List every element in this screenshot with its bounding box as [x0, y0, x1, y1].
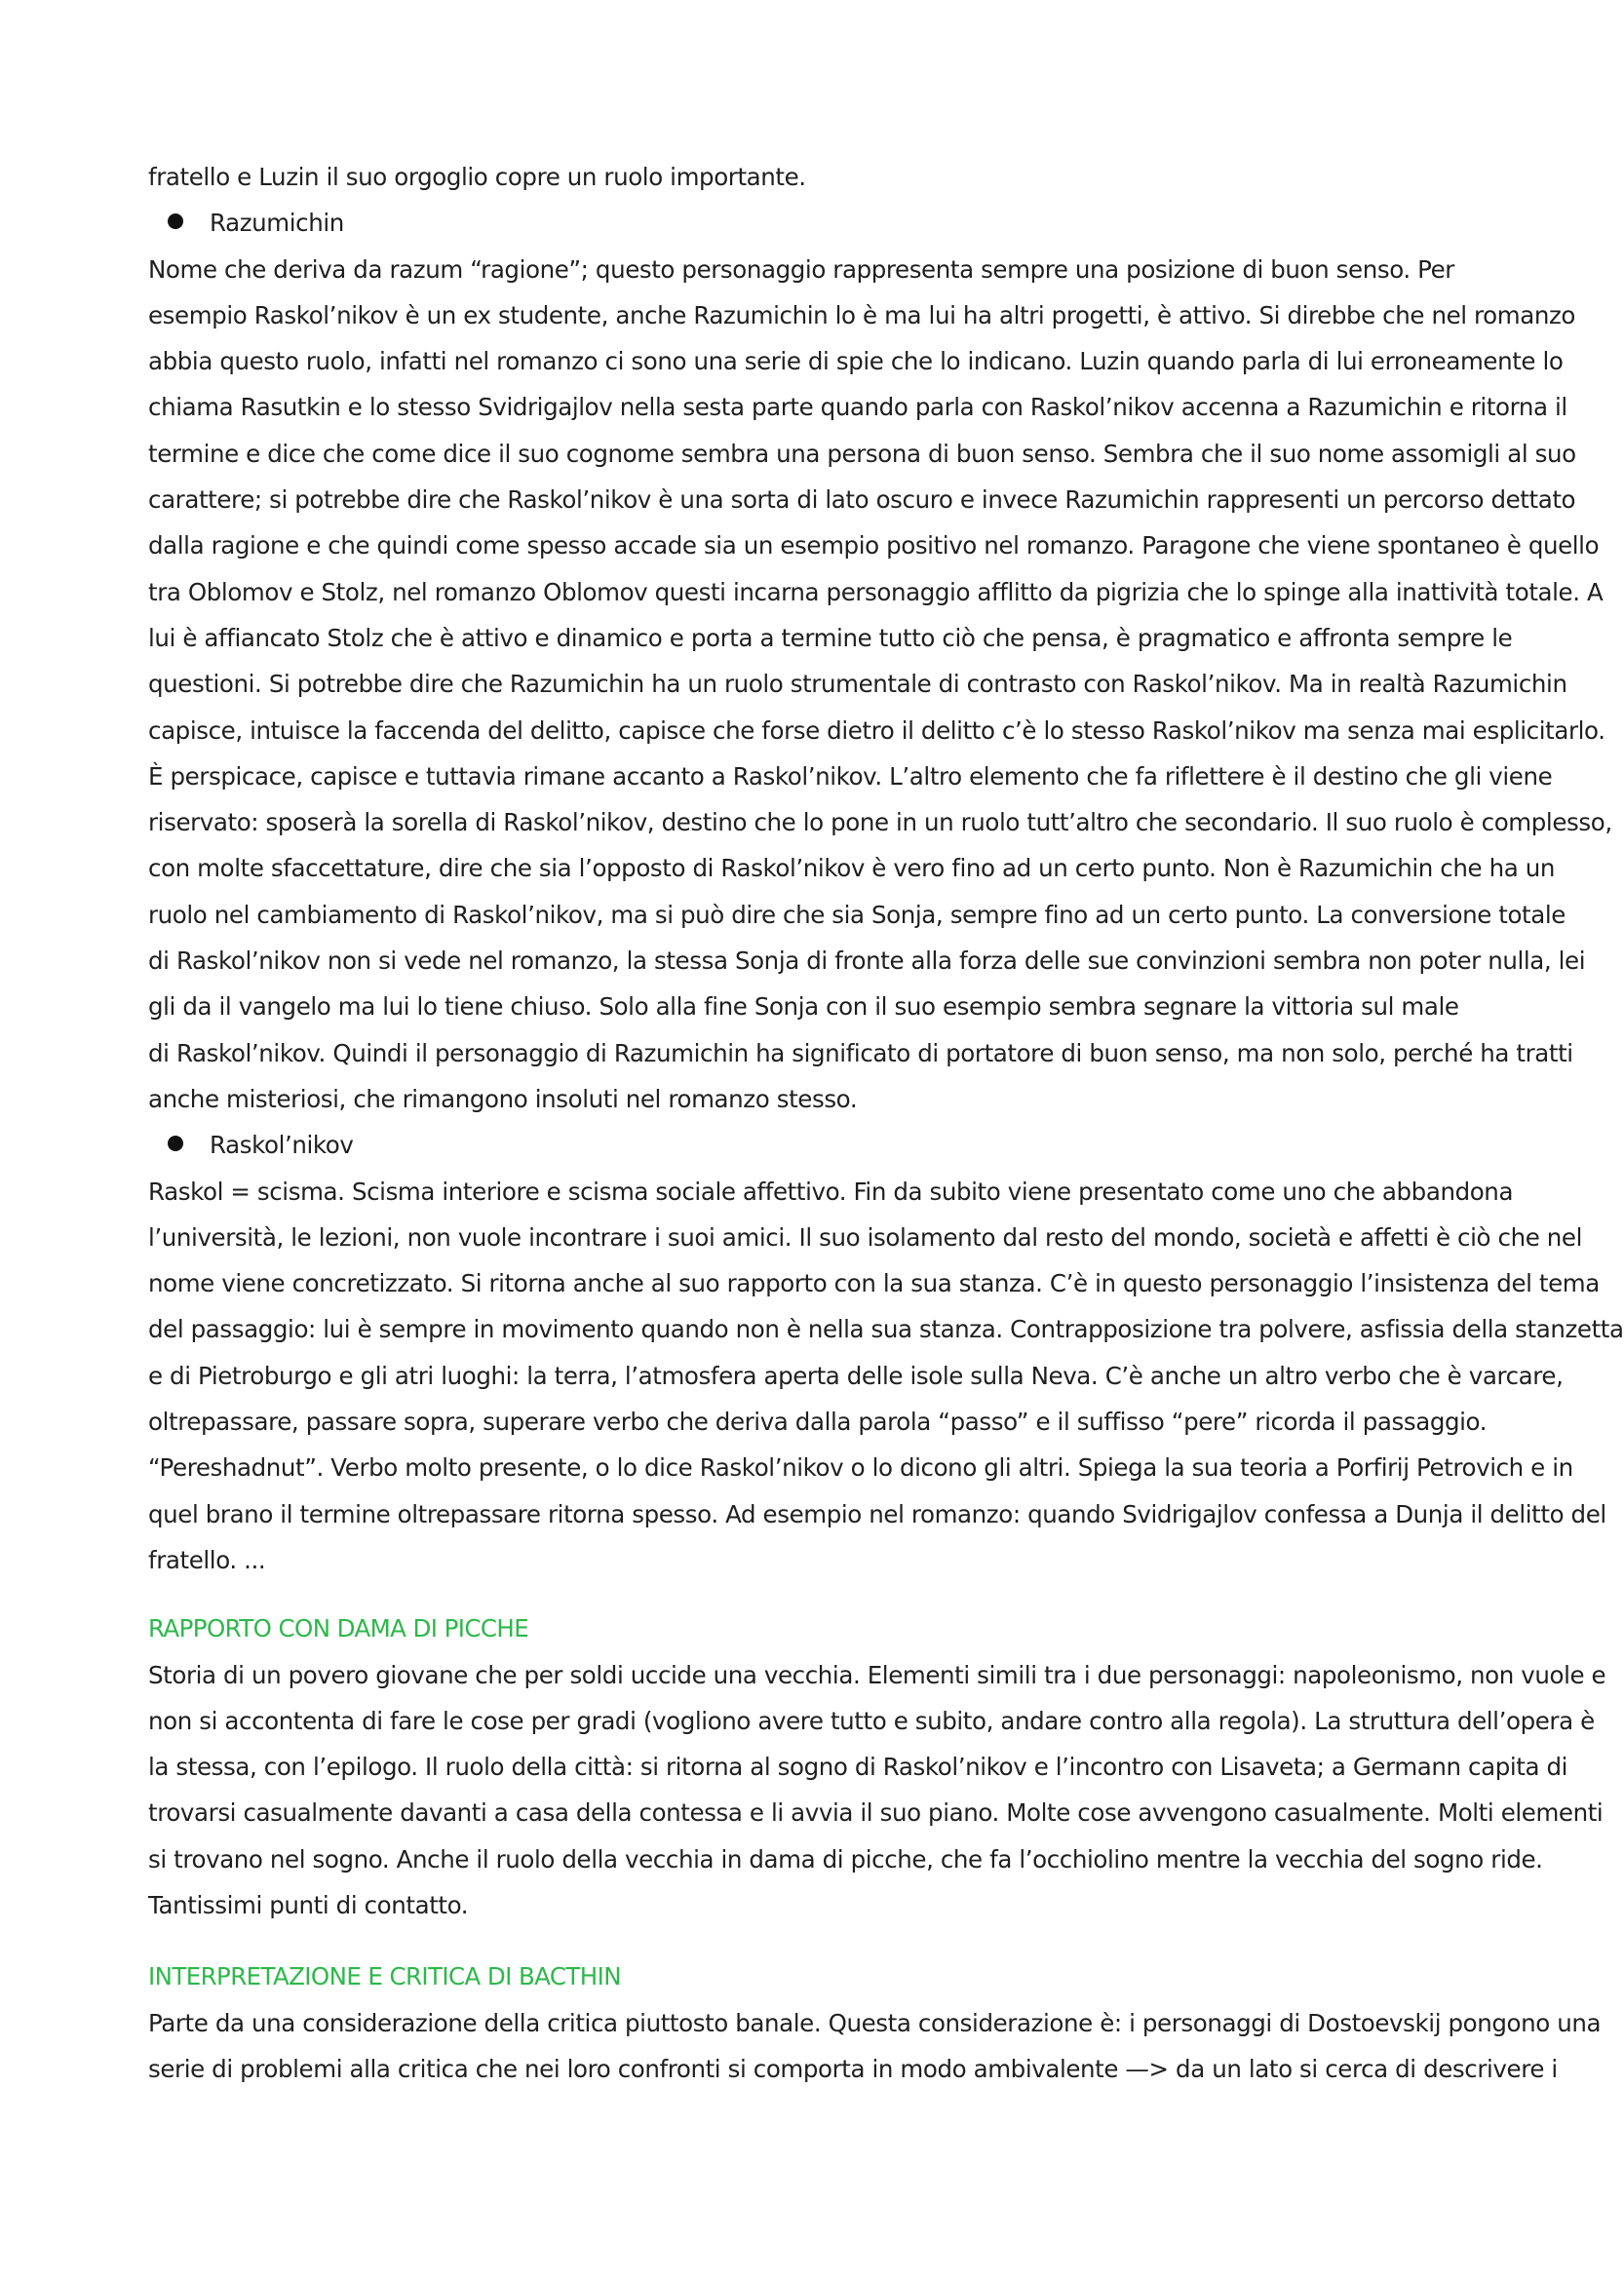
section-heading-dama-di-picche: RAPPORTO CON DAMA DI PICCHE	[148, 1614, 529, 1643]
intro-paragraph	[148, 154, 1474, 200]
text-line: ruolo nel cambiamento di Raskol’nikov, ma si può dire che sia Sonja, sempre fino ad un certo punto. La conversione totale	[148, 900, 1566, 929]
text-line: con molte sfaccettature, dire che sia l’opposto di Raskol’nikov è vero fino ad un certo punto. Non è Razumichin che ha un	[148, 854, 1555, 883]
text-line: trovarsi casualmente davanti a casa della contessa e li avvia il suo piano. Molte cose avvengono casualmente. Molti elementi	[148, 1798, 1604, 1828]
text-line: Storia di un povero giovane che per soldi uccide una vecchia. Elementi simili tra i due personaggi: napoleonismo, non vuole e	[148, 1660, 1606, 1689]
text-line: “Pereshadnut”. Verbo molto presente, o lo dice Raskol’nikov o lo dicono gli altri. Spiega la sua teoria a Porfirij Petrovich e in	[148, 1453, 1573, 1483]
text-line: Nome che deriva da razum “ragione”; questo personaggio rappresenta sempre una posizione di buon senso. Per	[148, 254, 1454, 284]
text-line: del passaggio: lui è sempre in movimento quando non è nella sua stanza. Contrapposizione tra polvere, asfissia della stanzetta	[148, 1315, 1624, 1344]
bullet-dot-icon	[168, 1136, 183, 1151]
text-line: nome viene concretizzato. Si ritorna anche al suo rapporto con la sua stanza. C’è in questo personaggio l’insistenza del tema	[148, 1269, 1600, 1298]
razumichin-paragraph	[148, 247, 1612, 1123]
text-line: tra Oblomov e Stolz, nel romanzo Oblomov questi incarna personaggio afflitto da pigrizia che lo spinge alla inattività totale. A	[148, 577, 1604, 606]
text-line: quel brano il termine oltrepassare ritorna spesso. Ad esempio nel romanzo: quando Svidrigajlov confessa a Dunja il delitto del	[148, 1499, 1606, 1528]
bullet-dot-icon	[168, 213, 183, 229]
text-line: di Raskol’nikov. Quindi il personaggio di Razumichin ha significato di portatore di buon senso, ma non solo, perché ha tratti	[148, 1038, 1573, 1067]
text-line: e di Pietroburgo e gli atri luoghi: la terra, l’atmosfera aperta delle isole sulla Neva. C’è anche un altro verbo che è varcare,	[148, 1361, 1564, 1390]
section-spacer	[148, 1928, 1474, 1953]
text-line: capisce, intuisce la faccenda del delitto, capisce che forse dietro il delitto c’è lo stesso Raskol’nikov ma senza mai esplicitarlo.	[148, 715, 1605, 745]
text-line: Raskol = scisma. Scisma interiore e scisma sociale affettivo. Fin da subito viene presentato come uno che abbandona	[148, 1177, 1514, 1206]
text-line: questioni. Si potrebbe dire che Razumichin ha un ruolo strumentale di contrasto con Raskol’nikov. Ma in realtà Razumichin	[148, 670, 1567, 699]
text-line: termine e dice che come dice il suo cognome sembra una persona di buon senso. Sembra che il suo nome assomigli al suo	[148, 439, 1576, 468]
bullet-label: Razumichin	[210, 209, 344, 238]
text-line: carattere; si potrebbe dire che Raskol’nikov è una sorta di lato oscuro e invece Razumichin rappresenti un percorso dettato	[148, 485, 1576, 515]
text-line: serie di problemi alla critica che nei loro confronti si comporta in modo ambivalente —> da un lato si cerca di descrivere i	[148, 2054, 1558, 2083]
text-line: non si accontenta di fare le cose per gradi (vogliono avere tutto e subito, andare contro alla regola). La struttura dell’opera è	[148, 1706, 1595, 1735]
raskolnikov-paragraph	[148, 1169, 1624, 1584]
text-line: fratello e Luzin il suo orgoglio copre un ruolo importante.	[148, 163, 806, 191]
text-line: riservato: sposerà la sorella di Raskol’nikov, destino che lo pone in un ruolo tutt’altro che secondario. Il suo ruolo è complesso,	[148, 808, 1612, 837]
text-line: dalla ragione e che quindi come spesso accade sia un esempio positivo nel romanzo. Paragone che viene spontaneo è quello	[148, 531, 1600, 560]
text-line: gli da il vangelo ma lui lo tiene chiuso. Solo alla fine Sonja con il suo esempio sembra segnare la vittoria sul male	[148, 992, 1459, 1022]
text-line: lui è affiancato Stolz che è attivo e dinamico e porta a termine tutto ciò che pensa, è pragmatico e affronta sempre le	[148, 623, 1513, 652]
text-line: Parte da una considerazione della critica piuttosto banale. Questa considerazione è: i personaggi di Dostoevskij pongono una	[148, 2008, 1602, 2037]
section-heading-bacthin: INTERPRETAZIONE E CRITICA DI BACTHIN	[148, 1962, 621, 1991]
section-spacer	[148, 1583, 1474, 1605]
text-line: anche misteriosi, che rimangono insoluti nel romanzo stesso.	[148, 1084, 858, 1113]
dama-paragraph	[148, 1652, 1606, 1929]
bullet-item-raskolnikov	[148, 1122, 1474, 1168]
text-line: È perspicace, capisce e tuttavia rimane accanto a Raskol’nikov. L’altro elemento che fa riflettere è il destino che gli viene	[148, 761, 1553, 791]
text-line: chiama Rasutkin e lo stesso Svidrigajlov nella sesta parte quando parla con Raskol’nikov accenna a Razumichin e ritorna il	[148, 393, 1567, 422]
bullet-item-razumichin	[148, 200, 1474, 246]
text-line: di Raskol’nikov non si vede nel romanzo, la stessa Sonja di fronte alla forza delle sue convinzioni sembra non poter nulla, lei	[148, 947, 1586, 976]
text-line: abbia questo ruolo, infatti nel romanzo ci sono una serie di spie che lo indicano. Luzin quando parla di lui erroneamente lo	[148, 347, 1564, 376]
text-line: fratello. ...	[148, 1545, 266, 1574]
text-line: si trovano nel sogno. Anche il ruolo della vecchia in dama di picche, che fa l’occhiolino mentre la vecchia del sogno ride.	[148, 1844, 1543, 1874]
text-line: oltrepassare, passare sopra, superare verbo che deriva dalla parola “passo” e il suffisso “pere” ricorda il passaggio.	[148, 1408, 1488, 1437]
text-line: Tantissimi punti di contatto.	[148, 1890, 469, 1919]
text-line: la stessa, con l’epilogo. Il ruolo della città: si ritorna al sogno di Raskol’nikov e l’incontro con Lisaveta; a Germann capita di	[148, 1753, 1568, 1782]
text-line: l’università, le lezioni, non vuole incontrare i suoi amici. Il suo isolamento dal resto del mondo, società e affetti è ciò che nel	[148, 1222, 1582, 1252]
document-page	[148, 154, 1624, 2092]
text-line: esempio Raskol’nikov è un ex studente, anche Razumichin lo è ma lui ha altri progetti, è attivo. Si direbbe che nel romanzo	[148, 300, 1576, 329]
bullet-label: Raskol’nikov	[210, 1131, 354, 1160]
bacthin-paragraph	[148, 2000, 1602, 2093]
